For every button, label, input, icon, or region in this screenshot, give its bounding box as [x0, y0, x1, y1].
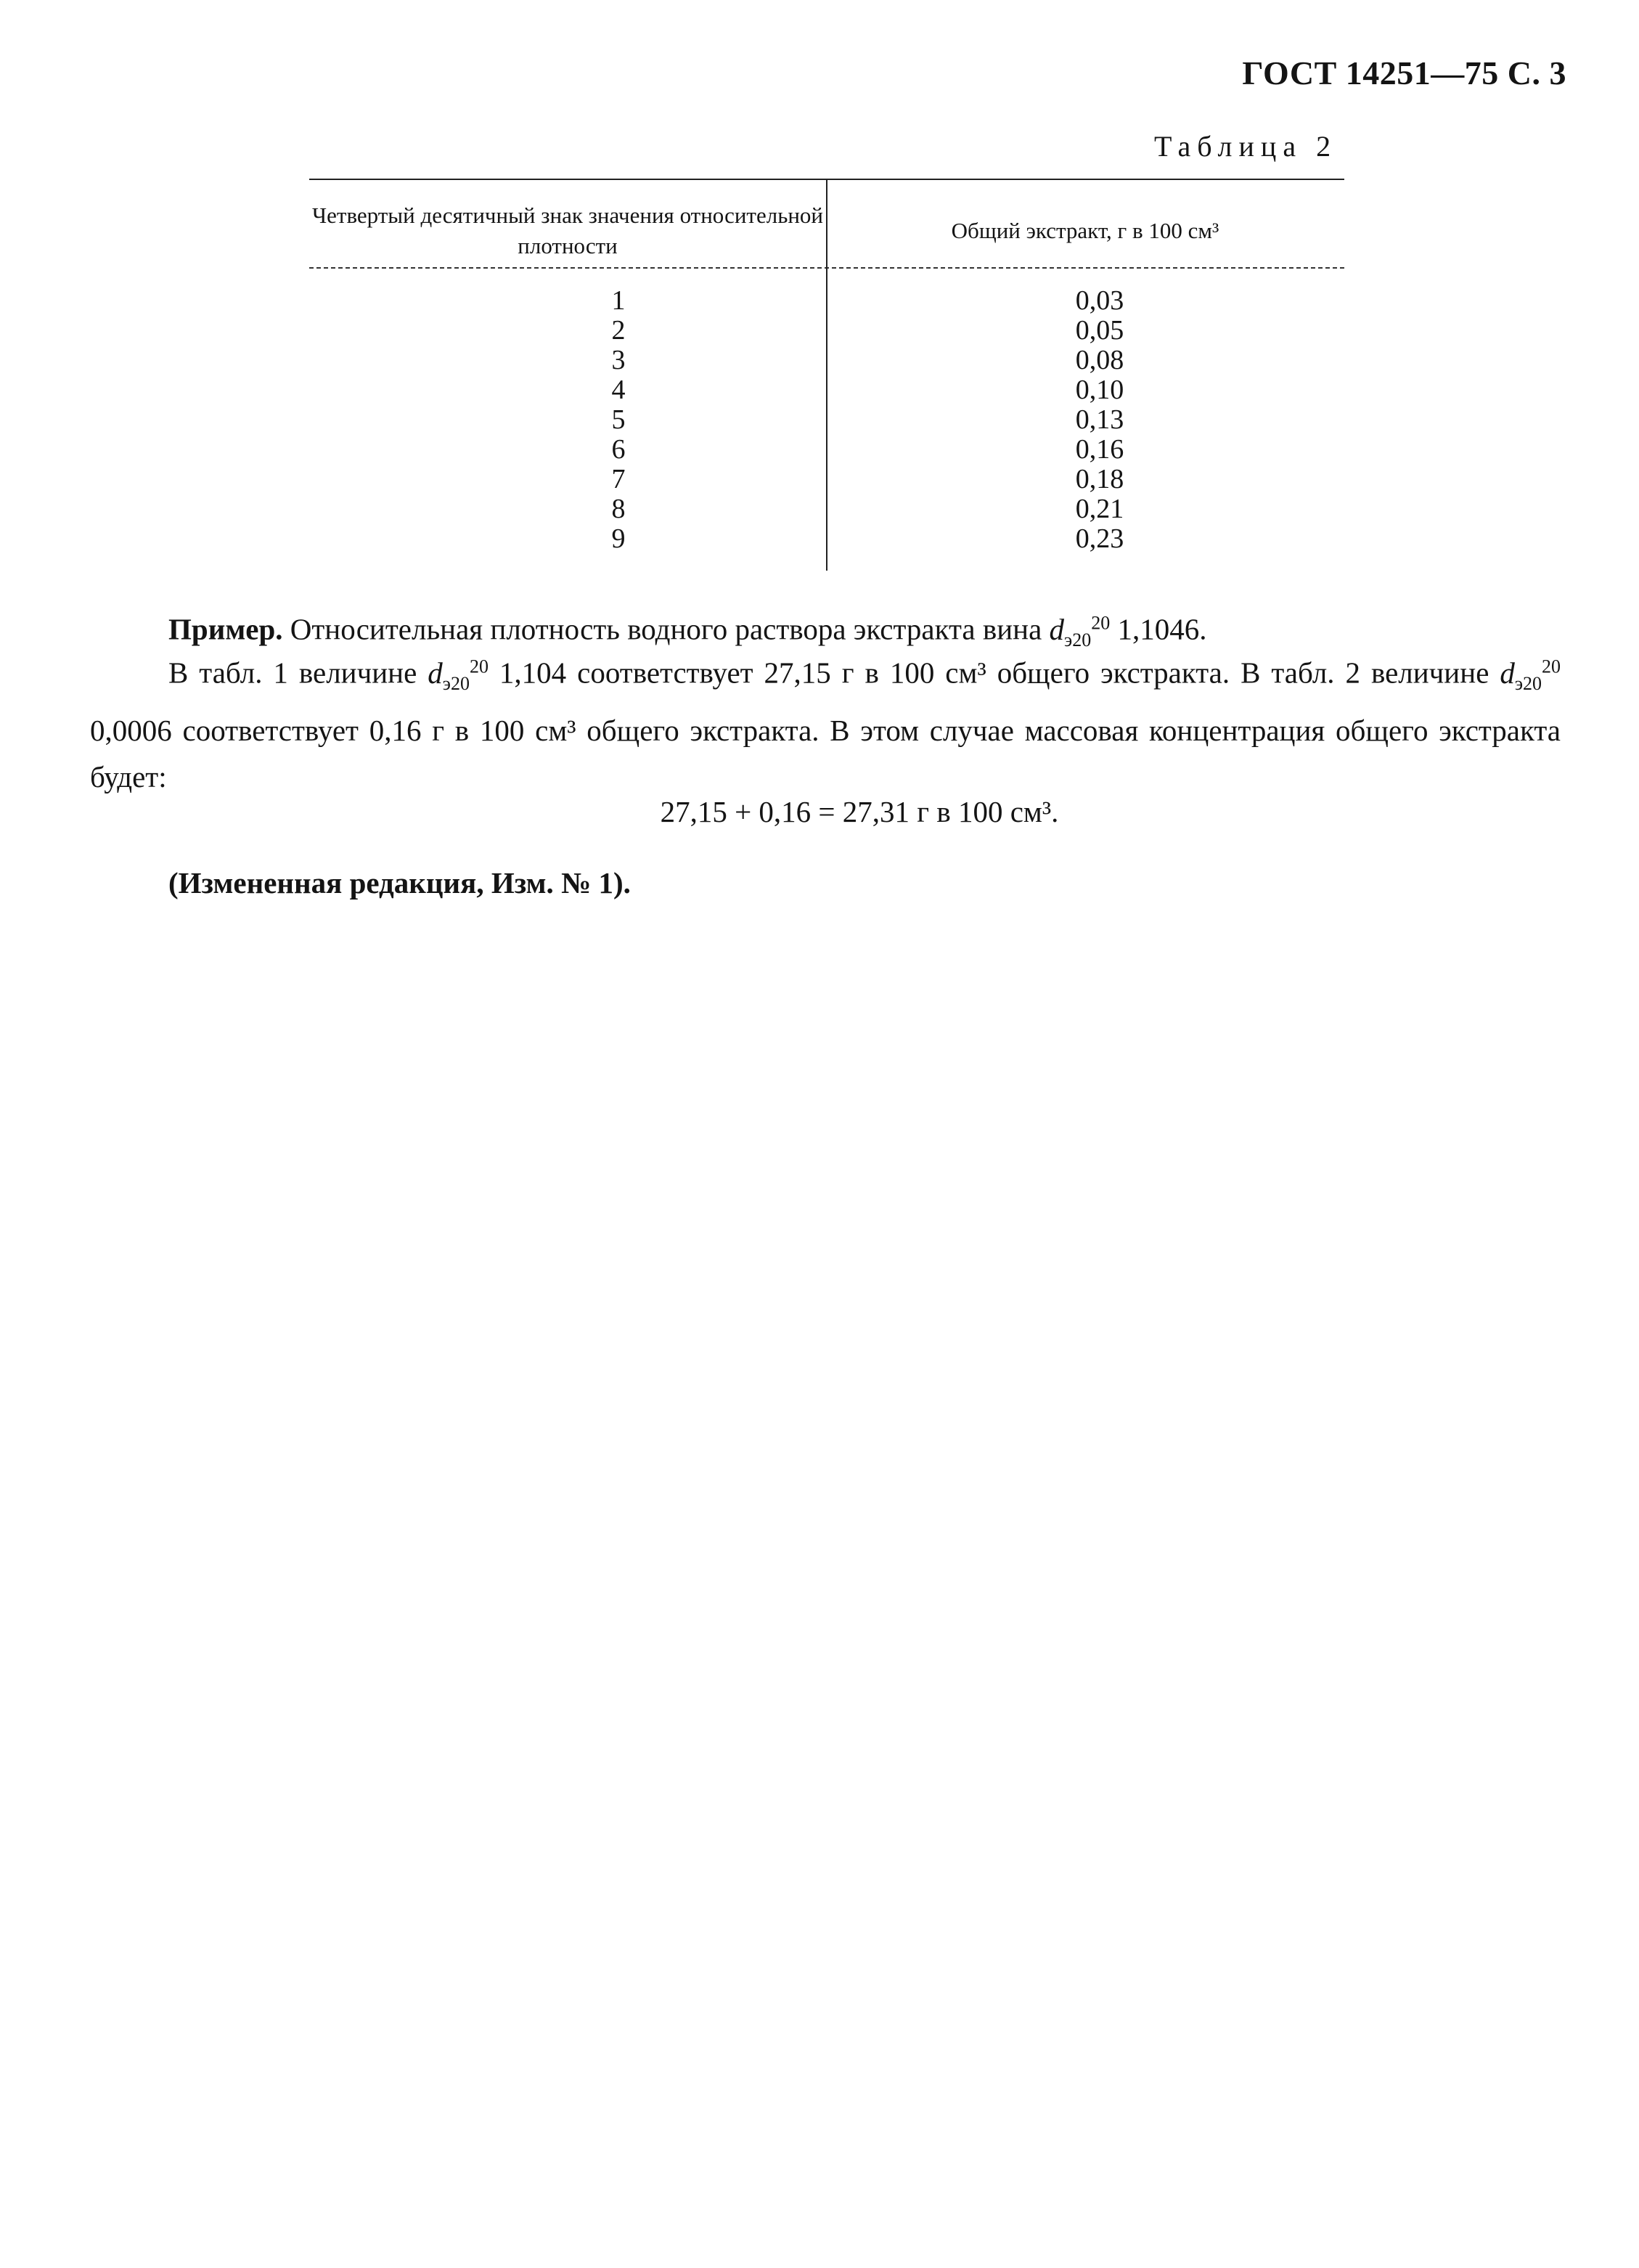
total-extract-cell: 0,18 [1075, 464, 1124, 494]
total-extract-cell: 0,03 [1075, 285, 1124, 316]
total-extract-cell: 0,13 [1075, 404, 1124, 435]
total-extract-cell: 0,16 [1075, 434, 1124, 465]
decimal-digit-cell: 5 [611, 404, 626, 435]
density-symbol: $d_{э20}^{20}$ [1500, 656, 1561, 694]
example-value: 1,1046. [1117, 612, 1207, 646]
decimal-digit-cell: 4 [611, 375, 626, 405]
total-extract-cell: 0,10 [1075, 375, 1124, 405]
table-row [309, 524, 1344, 554]
total-extract-cell: 0,21 [1075, 494, 1124, 524]
formula: 27,15 + 0,16 = 27,31 г в 100 см³. [660, 795, 1059, 828]
decimal-digit-cell: 9 [611, 523, 626, 554]
table-row [309, 346, 1344, 375]
density-symbol: $d_{э20}^{20}$ [428, 656, 489, 694]
decimal-digit-cell: 8 [611, 494, 626, 524]
example-label: Пример. [168, 612, 283, 646]
revision-note: (Измененная редакция, Изм. № 1). [168, 866, 631, 900]
table-row [309, 465, 1344, 494]
table-row [309, 435, 1344, 465]
calc-text-c: 0,0006 соответствует 0,16 г в 100 см³ общего экстракта. В этом случае массовая концентрация общего экстракта будет: [90, 713, 1561, 794]
decimal-digit-cell: 6 [611, 434, 626, 465]
example-body: Относительная плотность водного раствора экстракта вина [290, 612, 1042, 646]
table-caption: Таблица 2 [1154, 130, 1338, 163]
table-header-decimal-digit: Четвертый десятичный знак значения относительной плотности [311, 203, 824, 258]
table-row [309, 316, 1344, 346]
total-extract-cell: 0,08 [1075, 345, 1124, 375]
table-header-total-extract: Общий экстракт, г в 100 см³ [951, 218, 1219, 243]
total-extract-cell: 0,23 [1075, 523, 1124, 554]
density-symbol: $d_{э20}^{20}$ [1049, 612, 1111, 650]
page-header: ГОСТ 14251—75 С. 3 [1242, 54, 1566, 91]
decimal-digit-cell: 3 [611, 345, 626, 375]
decimal-digit-cell: 2 [611, 315, 626, 346]
table-row [309, 286, 1344, 316]
decimal-digit-cell: 7 [611, 464, 626, 494]
table-row [309, 375, 1344, 405]
calculation-paragraph [90, 643, 1561, 800]
table-body [309, 286, 1344, 554]
calc-text-a: В табл. 1 величине [168, 656, 417, 690]
table-row [309, 494, 1344, 524]
calc-text-b: 1,104 соответствует 27,15 г в 100 см³ общего экстракта. В табл. 2 величине [499, 656, 1489, 690]
decimal-digit-cell: 1 [611, 285, 626, 316]
table-row [309, 405, 1344, 435]
total-extract-cell: 0,05 [1075, 315, 1124, 346]
